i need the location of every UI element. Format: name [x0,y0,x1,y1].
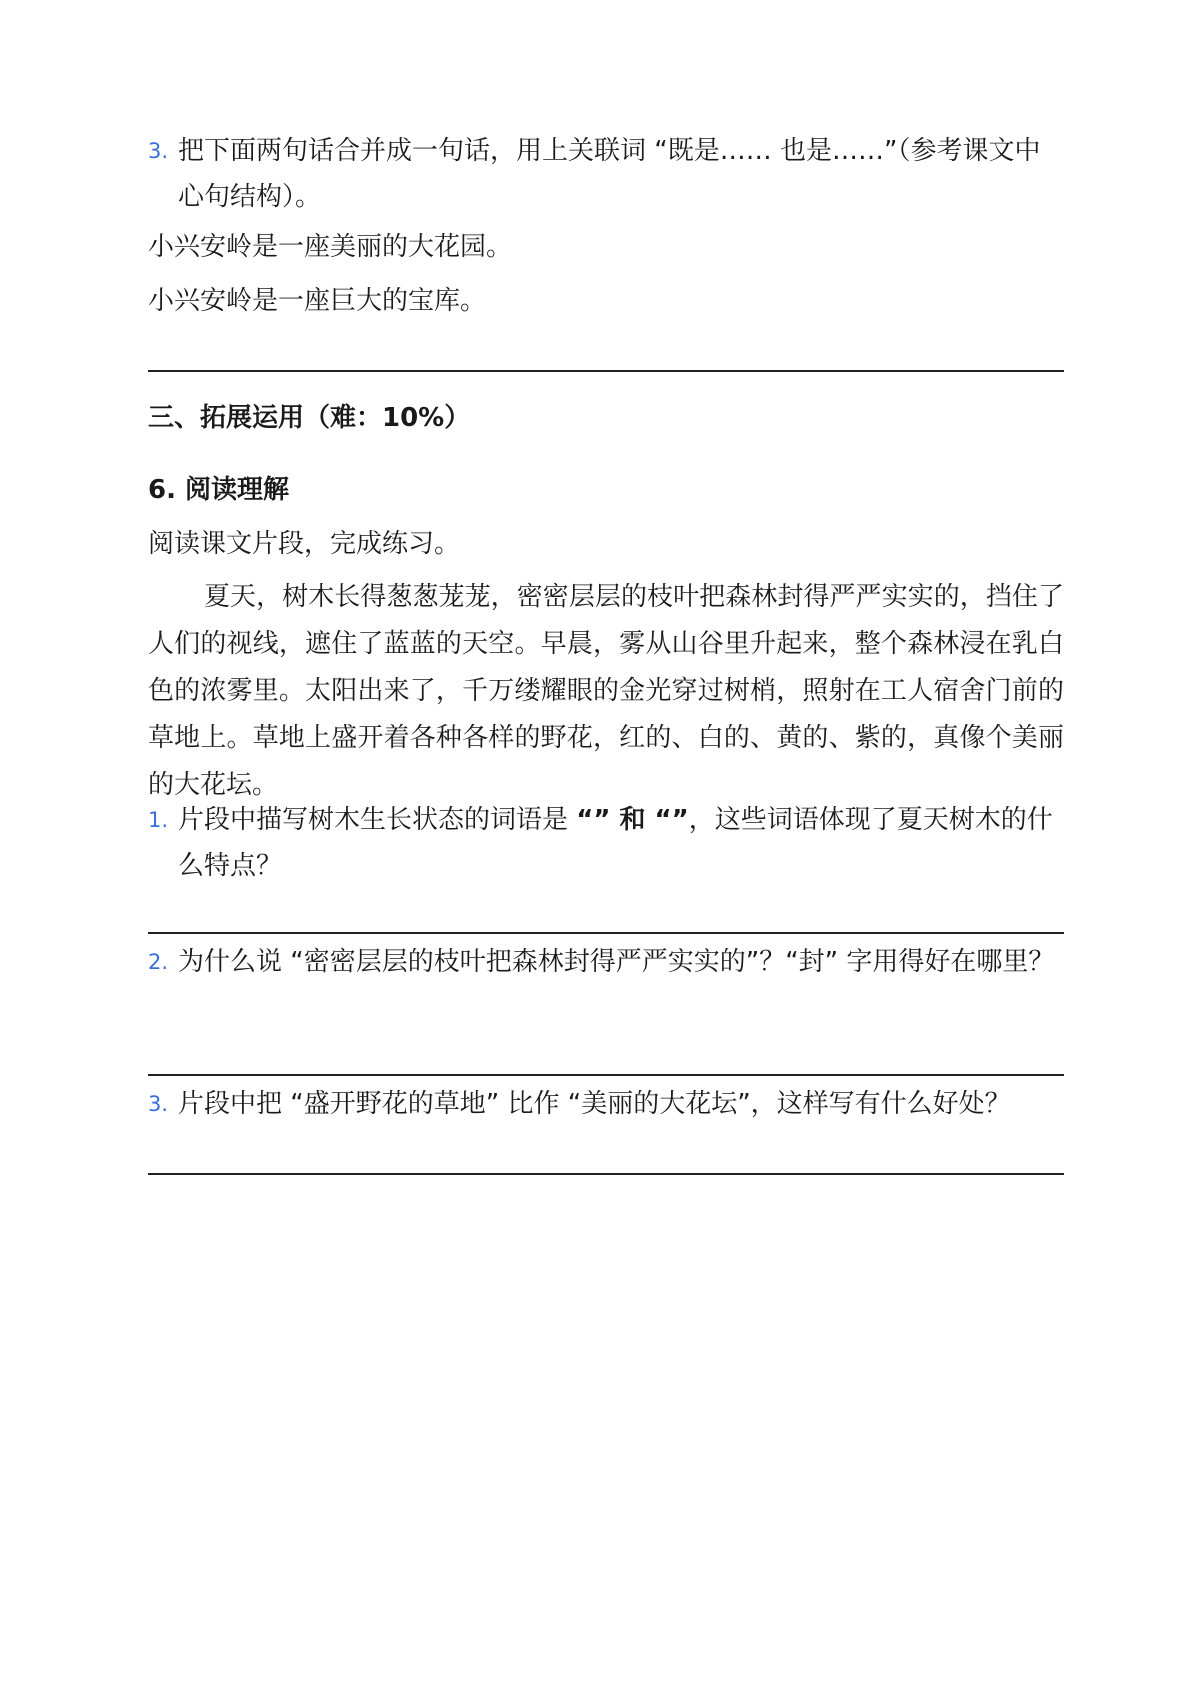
question-text-before: 片段中描写树木生长状态的词语是 [178,805,577,835]
question-number: 2. [148,950,169,974]
answer-line [148,932,1064,934]
reading-passage: 夏天，树木长得葱葱茏茏，密密层层的枝叶把森林封得严严实实的，挡住了人们的视线，遮住了蓝蓝的天空。早晨，雾从山谷里升起来，整个森林浸在乳白色的浓雾里。太阳出来了，千万缕耀眼的金光穿过树梢，照射在工人宿舍门前的草地上。草地上盛开着各种各样的野花，红的、白的、黄的、紫的，真像个美丽的大花坛。 [148,582,1064,800]
question-number: 3. [148,139,169,163]
answer-line [148,1074,1064,1076]
question-number: 3. [148,1092,169,1116]
reading-question-3 [148,1081,1064,1127]
question-text: 片段中把 “盛开野花的草地” 比作 “美丽的大花坛”，这样写有什么好处？ [178,1089,1011,1119]
question-text-after: ，这些词语体现了夏天树木的什么特点？ [178,805,1053,881]
answer-line [148,1173,1064,1175]
question-text: 为什么说 “密密层层的枝叶把森林封得严严实实的”？“封” 字用得好在哪里？ [178,947,1055,977]
question-number: 1. [148,808,169,832]
reading-question-2 [148,939,1064,985]
sentence-b: 小兴安岭是一座巨大的宝库。 [148,286,487,316]
question-title: 6. 阅读理解 [148,475,290,505]
sentence-a: 小兴安岭是一座美丽的大花园。 [148,232,513,262]
blank-quotes: “” 和 “” [576,805,689,835]
question-3-merge-sentences [148,128,1064,220]
question-text [178,797,1064,889]
instruction-text: 阅读课文片段，完成练习。 [148,529,461,559]
reading-question-1 [148,797,1064,889]
section-heading: 三、拓展运用（难：10%） [148,403,471,433]
question-text: 把下面两句话合并成一句话，用上关联词 “既是…… 也是……”（参考课文中心句结构）。 [178,136,1041,212]
answer-line [148,370,1064,372]
